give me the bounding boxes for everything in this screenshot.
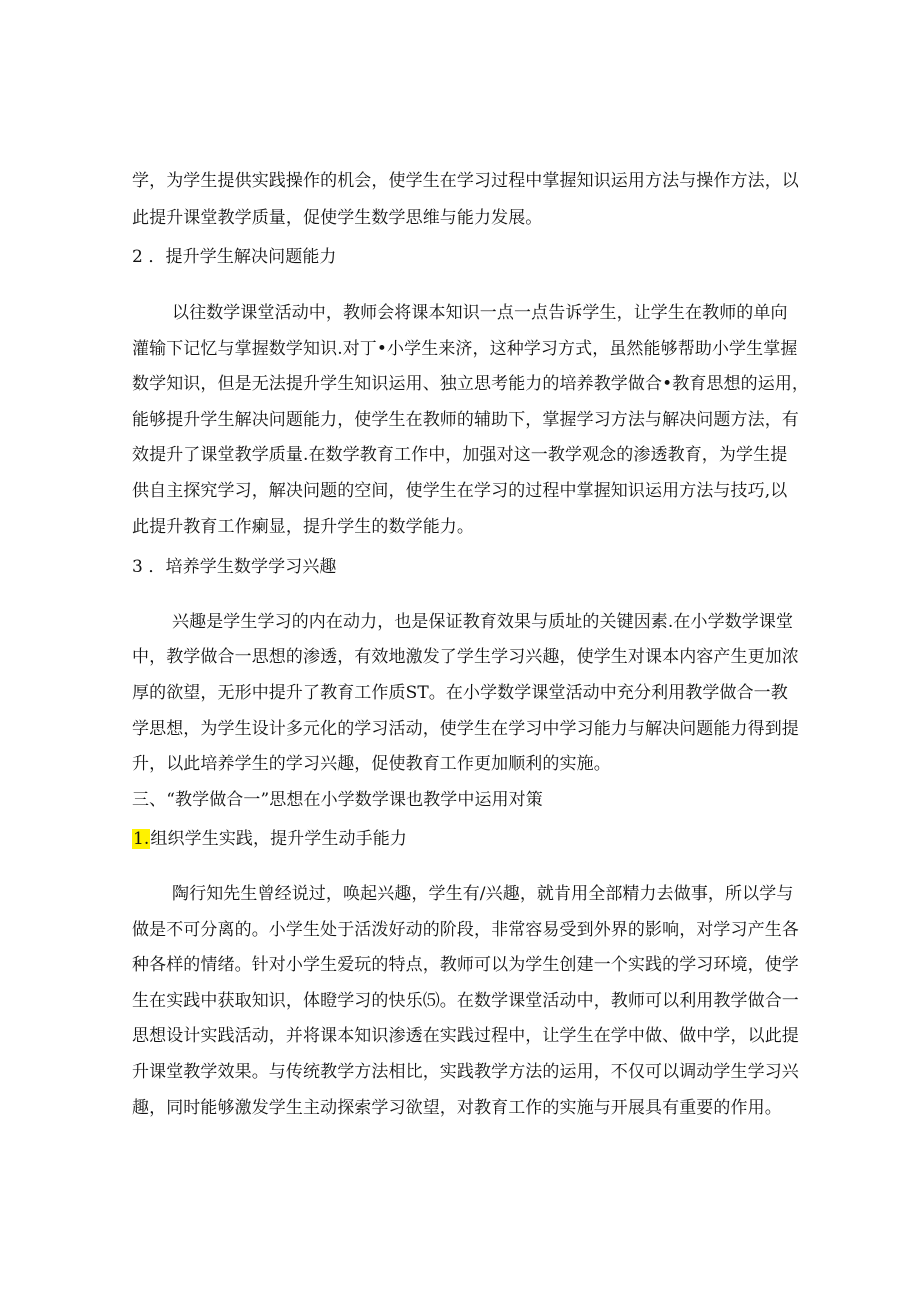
heading-2: 2 ．提升学生解决问题能力: [132, 247, 337, 267]
section-3-heading: 三、“教学做合一”思想在小学数学课也教学中运用对策: [132, 790, 543, 810]
para2-line-2: 中，教学做合一思想的渗透，有效地激发了学生学习兴趣，使学生对课本内容产生更加浓: [132, 647, 799, 667]
subheading-1: [132, 828, 792, 850]
para1-line-3: 数学知识，但是无法提升学生知识运用、独立思考能力的培养教学做合•教育思想的运用，: [132, 374, 810, 394]
para3-line-1: 陶行知先生曾经说过，唤起兴趣，学生有/兴趣，就肯用全部精力去做事，所以学与: [172, 884, 794, 904]
para3-line-4: 生在实践中获取知识，体瞪学习的快乐⑸。在数学课堂活动中，教师可以利用教学做合一: [132, 991, 799, 1011]
para0-line-1: 学，为学生提供实践操作的机会，使学生在学习过程中掌握知识运用方法与操作方法，以: [132, 171, 799, 191]
para3-line-2: 做是不可分离的。小学生处于活泼好动的阶段，非常容易受到外界的影响，对学习产生各: [132, 920, 799, 940]
para1-line-7: 此提升教育工作瘌显，提升学生的数学能力。: [132, 517, 474, 537]
para1-line-1: 以往数学课堂活动中，教师会将课本知识一点一点告诉学生，让学生在教师的单向: [172, 303, 788, 323]
para3-line-7: 趣，同时能够激发学生主动探索学习欲望，对教育工作的实施与开展具有重要的作用。: [132, 1098, 782, 1118]
subheading-1-text: 组织学生实践，提升学生动手能力: [150, 829, 407, 849]
highlighted-number: 1.: [133, 829, 150, 849]
para3-line-6: 升课堂教学效果。与传统教学方法相比，实践教学方法的运用，不仅可以调动学生学习兴: [132, 1062, 799, 1082]
para0-line-2: 此提升课堂教学质量，促使学生数学思维与能力发展。: [132, 208, 543, 228]
para1-line-5: 效提升了课堂教学质量.在数学教育工作中，加强对这一教学观念的渗透教育，为学生提: [132, 445, 788, 465]
heading-3: 3 ．培养学生数学学习兴趣: [132, 557, 337, 577]
para2-line-1: 兴趣是学生学习的内在动力，也是保证教育效果与质址的关键因素.在小学数学课堂: [172, 612, 794, 632]
para3-line-3: 种各样的情绪。针对小学生爱玩的特点，教师可以为学生创建一个实践的学习环境，使学: [132, 955, 799, 975]
para1-line-4: 能够提升学生解决问题能力，使学生在教师的辅助下，掌握学习方法与解决问题方法，有: [132, 410, 799, 430]
para2-line-3: 厚的欲望，无形中提升了教育工作质ST。在小学数学课堂活动中充分利用教学做合一教: [132, 683, 788, 703]
para2-line-4: 学思想，为学生设计多元化的学习活动，使学生在学习中学习能力与解决问题能力得到提: [132, 719, 799, 739]
para1-line-6: 供自主探究学习，解决问题的空间，使学生在学习的过程中掌握知识运用方法与技巧,以: [132, 481, 788, 501]
para1-line-2: 灌输下记忆与掌握数学知识.对丁•小学生来济，这种学习方式，虽然能够帮助小学生掌握: [132, 339, 798, 359]
para2-line-5: 升，以此培养学生的学习兴趣，促使教育工作更加顺利的实施。: [132, 754, 611, 774]
para3-line-5: 思想设计实践活动，并将课本知识渗透在实践过程中，让学生在学中做、做中学，以此提: [132, 1026, 799, 1046]
